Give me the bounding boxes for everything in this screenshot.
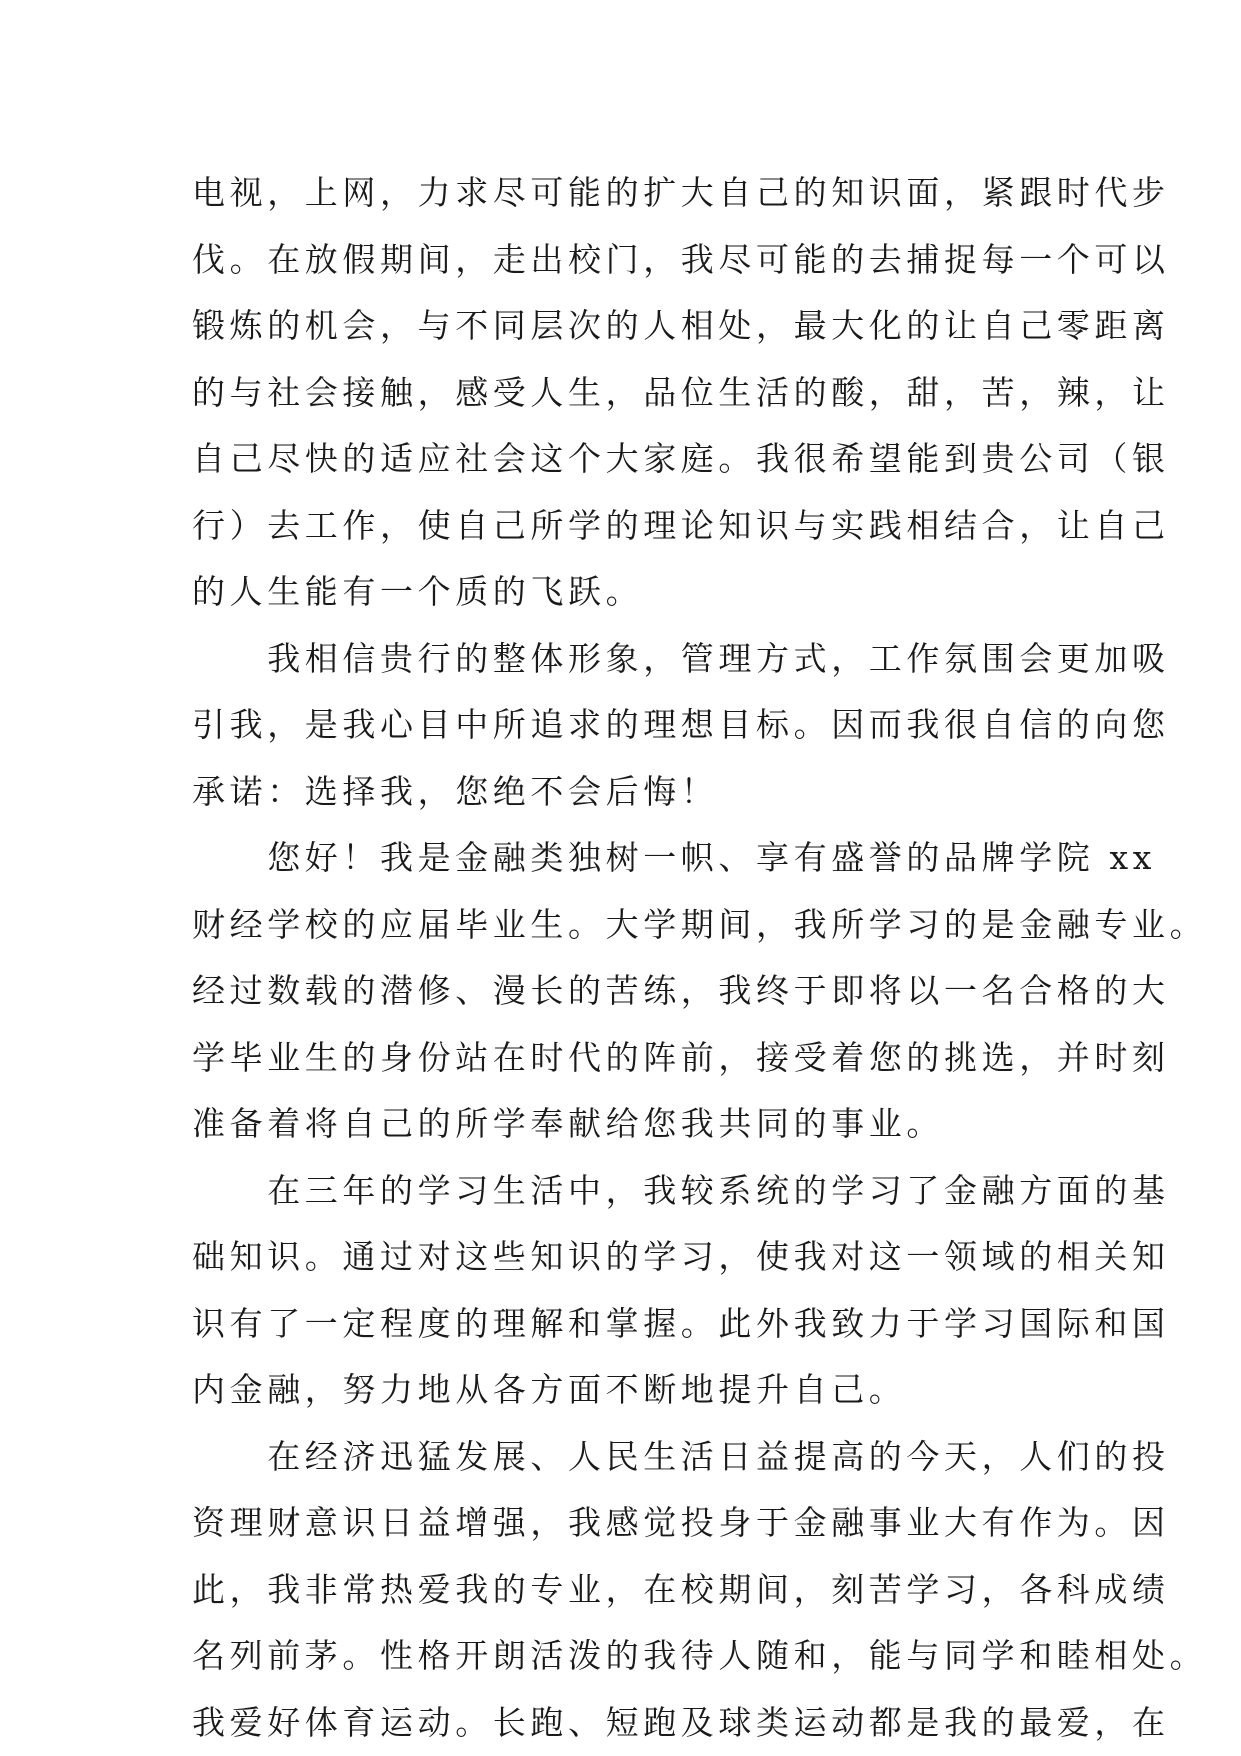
text-line: 我爱好体育运动。长跑、短跑及球类运动都是我的最爱，在 bbox=[192, 1690, 1052, 1756]
text-line: 我相信贵行的整体形象，管理方式，工作氛围会更加吸 bbox=[192, 626, 1052, 693]
text-line: 准备着将自己的所学奉献给您我共同的事业。 bbox=[192, 1091, 1052, 1158]
text-line: 财经学校的应届毕业生。大学期间，我所学习的是金融专业。 bbox=[192, 892, 1052, 959]
text-line: 此，我非常热爱我的专业，在校期间，刻苦学习，各科成绩 bbox=[192, 1557, 1052, 1624]
text-line: 的与社会接触，感受人生，品位生活的酸，甜，苦，辣，让 bbox=[192, 360, 1052, 427]
text-line: 引我，是我心目中所追求的理想目标。因而我很自信的向您 bbox=[192, 692, 1052, 759]
text-line: 电视，上网，力求尽可能的扩大自己的知识面，紧跟时代步 bbox=[192, 160, 1052, 227]
text-line: 识有了一定程度的理解和掌握。此外我致力于学习国际和国 bbox=[192, 1291, 1052, 1358]
text-line: 内金融，努力地从各方面不断地提升自己。 bbox=[192, 1357, 1052, 1424]
text-line: 资理财意识日益增强，我感觉投身于金融事业大有作为。因 bbox=[192, 1490, 1052, 1557]
text-line: 经过数载的潜修、漫长的苦练，我终于即将以一名合格的大 bbox=[192, 958, 1052, 1025]
text-line: 在三年的学习生活中，我较系统的学习了金融方面的基 bbox=[192, 1158, 1052, 1225]
text-line: 伐。在放假期间，走出校门，我尽可能的去捕捉每一个可以 bbox=[192, 227, 1052, 294]
text-line: 锻炼的机会，与不同层次的人相处，最大化的让自己零距离 bbox=[192, 293, 1052, 360]
text-line: 承诺：选择我，您绝不会后悔！ bbox=[192, 759, 1052, 826]
text-line: 您好！我是金融类独树一帜、享有盛誉的品牌学院 xx bbox=[192, 825, 1052, 892]
text-line: 在经济迅猛发展、人民生活日益提高的今天，人们的投 bbox=[192, 1424, 1052, 1491]
text-line: 自己尽快的适应社会这个大家庭。我很希望能到贵公司（银 bbox=[192, 426, 1052, 493]
text-line: 础知识。通过对这些知识的学习，使我对这一领域的相关知 bbox=[192, 1224, 1052, 1291]
document-body bbox=[192, 160, 1052, 1756]
text-line: 学毕业生的身份站在时代的阵前，接受着您的挑选，并时刻 bbox=[192, 1025, 1052, 1092]
text-line: 行）去工作，使自己所学的理论知识与实践相结合，让自己 bbox=[192, 493, 1052, 560]
text-line: 名列前茅。性格开朗活泼的我待人随和，能与同学和睦相处。 bbox=[192, 1623, 1052, 1690]
text-line: 的人生能有一个质的飞跃。 bbox=[192, 559, 1052, 626]
